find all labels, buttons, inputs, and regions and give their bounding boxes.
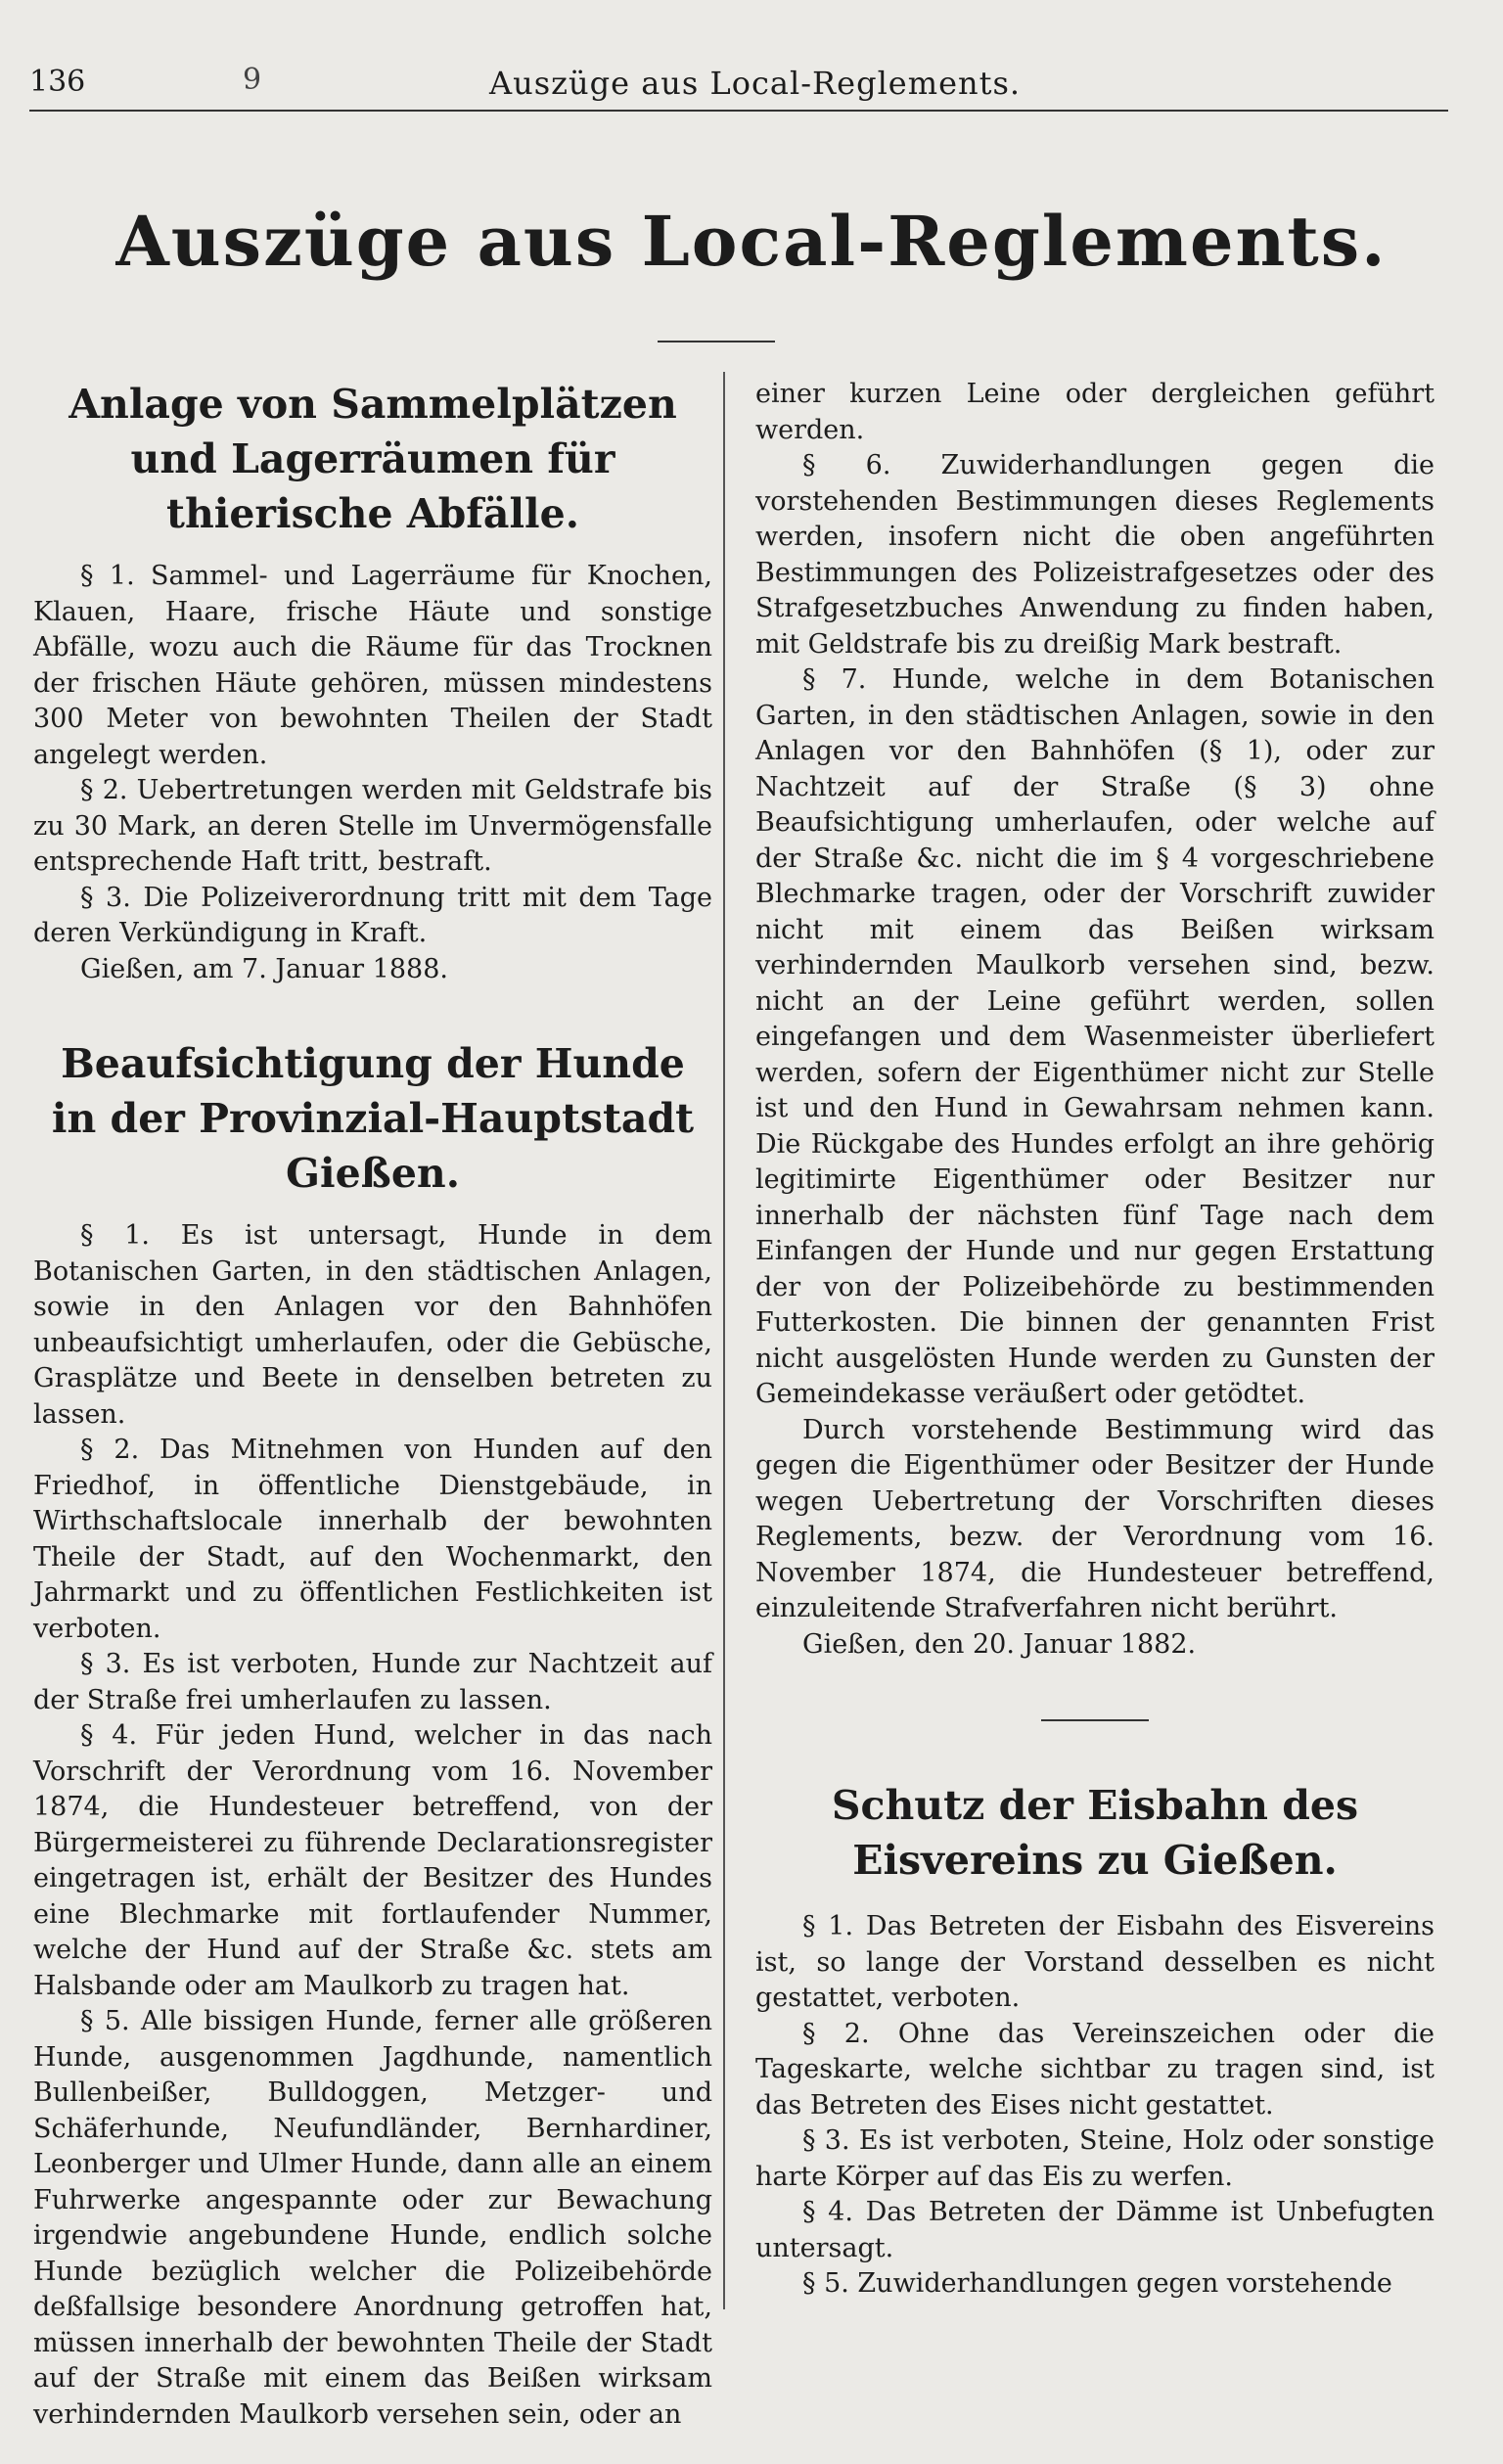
main-title: Auszüge aus Local-Reglements. xyxy=(115,201,1388,282)
paragraph: § 1. Es ist untersagt, Hunde in dem Botanischen Garten, in den städtischen Anlagen, sowie in den Anlagen vor den Bahnhöfen unbeaufsichtigt umherlaufen, oder die Gebüsche, Grasplätze und Beete in denselben betreten zu lassen. xyxy=(33,1220,712,1430)
paragraph: § 4. Für jeden Hund, welcher in das nach Vorschrift der Verordnung vom 16. November 1874, die Hundesteuer betreffend, von der Bürgermeisterei zu führende Declarationsregister eingetragen ist, erhält der Besitzer des Hundes eine Blechmarke mit fortlaufender Nummer, welche der Hund auf der Straße &c. stets am Halsbande oder am Maulkorb zu tragen hat. xyxy=(33,1720,712,2001)
printer-mark: 9 xyxy=(243,63,262,97)
running-title: Auszüge aus Local-Reglements. xyxy=(489,65,1022,102)
paragraph: § 5. Alle bissigen Hunde, ferner alle größeren Hunde, ausgenommen Jagdhunde, namentlich Bullenbeißer, Bulldoggen, Metzger- und Schäferhunde, Neufundländer, Bernhardiner, Leonberger und Ulmer Hunde, dann alle an einem Fuhrwerke angespannte oder zur Bewachung irgendwie angebundene Hunde, endlich solche Hunde bezüglich welcher die Polizeibehörde deßfallsige besondere Anordnung getroffen hat, müssen innerhalb der bewohnten Theile der Stadt auf der Straße mit einem das Beißen wirksam verhindernden Maulkorb versehen sein, oder an xyxy=(33,2006,712,2430)
title-rule xyxy=(658,341,775,342)
paragraph: Durch vorstehende Bestimmung wird das gegen die Eigenthümer oder Besitzer der Hunde wegen Uebertretung der Vorschriften dieses Reglements, bezw. der Verordnung vom 16. November 1874, die Hundesteuer betreffend, einzuleitende Strafverfahren nicht berührt. xyxy=(755,1414,1435,1623)
paragraph: § 3. Es ist verboten, Hunde zur Nachtzeit auf der Straße frei umherlaufen zu lassen. xyxy=(33,1649,712,1715)
paragraph: § 2. Das Mitnehmen von Hunden auf den Friedhof, in öffentliche Dienstgebäude, in Wirthschaftslocale innerhalb der bewohnten Theile der Stadt, auf den Wochenmarkt, den Jahrmarkt und zu öffentlichen Festlichkeiten ist verboten. xyxy=(33,1435,712,1644)
paragraph: § 3. Es ist verboten, Steine, Holz oder sonstige harte Körper auf das Eis zu werfen. xyxy=(755,2125,1435,2192)
right-column xyxy=(755,377,1435,2303)
left-column xyxy=(33,377,712,2433)
section-heading-hunde: Beaufsichtigung der Hunde in der Provinzial-Hauptstadt Gießen. xyxy=(51,1040,695,1197)
running-head xyxy=(29,61,1448,112)
paragraph: § 1. Sammel- und Lagerräume für Knochen, Klauen, Haare, frische Häute und sonstige Abfälle, wozu auch die Räume für das Trocknen der frischen Häute gehören, müssen mindestens 300 Meter von bewohnten Theilen der Stadt angelegt werden. xyxy=(33,561,712,770)
paragraph: § 4. Das Betreten der Dämme ist Unbefugten untersagt. xyxy=(755,2197,1435,2263)
paragraph: § 2. Uebertretungen werden mit Geldstrafe bis zu 30 Mark, an deren Stelle im Unvermögensfalle entsprechende Haft tritt, bestraft. xyxy=(33,775,712,877)
page-number: 136 xyxy=(29,65,86,99)
column-divider xyxy=(723,372,725,2309)
place-date: Gießen, den 20. Januar 1882. xyxy=(802,1628,1197,1660)
paragraph: § 5. Zuwiderhandlungen gegen vorstehende xyxy=(802,2268,1392,2299)
place-date: Gießen, am 7. Januar 1888. xyxy=(80,953,448,984)
paragraph: § 1. Das Betreten der Eisbahn des Eisvereins ist, so lange der Vorstand desselben es nicht gestattet, verboten. xyxy=(755,1911,1435,2013)
section-heading-sammelplaetze: Anlage von Sammelplätzen und Lagerräumen für thierische Abfälle. xyxy=(68,381,677,537)
section-heading-eisbahn: Schutz der Eisbahn des Eisvereins zu Gießen. xyxy=(831,1782,1359,1884)
paragraph: § 7. Hunde, welche in dem Botanischen Garten, in den städtischen Anlagen, sowie in den Anlagen vor den Bahnhöfen (§ 1), oder zur Nachtzeit auf der Straße (§ 3) ohne Beaufsichtigung umherlaufen, oder welche auf der Straße &c. nicht die im § 4 vorgeschriebene Blechmarke tragen, oder der Vorschrift zuwider nicht mit einem das Beißen wirksam verhindernden Maulkorb versehen sind, bezw. nicht an der Leine geführt werden, sollen eingefangen und dem Wasenmeister überliefert werden, sofern der Eigenthümer nicht zur Stelle ist und den Hund in Gewahrsam nehmen kann. Die Rückgabe des Hundes erfolgt an ihre gehörig legitimirte Eigenthümer oder Besitzer nur innerhalb der nächsten fünf Tage nach dem Einfangen der Hunde und nur gegen Erstattung der von der Polizeibehörde zu bestimmenden Futterkosten. Die binnen der genannten Frist nicht ausgelösten Hunde werden zu Gunsten der Gemeindekasse veräußert oder getödtet. xyxy=(755,664,1435,1409)
paragraph: § 3. Die Polizeiverordnung tritt mit dem Tage deren Verkündigung in Kraft. xyxy=(33,882,712,948)
paragraph: einer kurzen Leine oder dergleichen geführt werden. xyxy=(755,379,1435,445)
paragraph: § 6. Zuwiderhandlungen gegen die vorstehenden Bestimmungen dieses Reglements werden, insofern nicht die oben angeführten Bestimmungen des Polizeistrafgesetzes oder des Strafgesetzbuches Anwendung zu finden haben, mit Geldstrafe bis zu dreißig Mark bestraft. xyxy=(755,450,1435,660)
paragraph: § 2. Ohne das Vereinszeichen oder die Tageskarte, welche sichtbar zu tragen sind, ist das Betreten des Eises nicht gestattet. xyxy=(755,2018,1435,2121)
section-separator xyxy=(1041,1719,1149,1721)
